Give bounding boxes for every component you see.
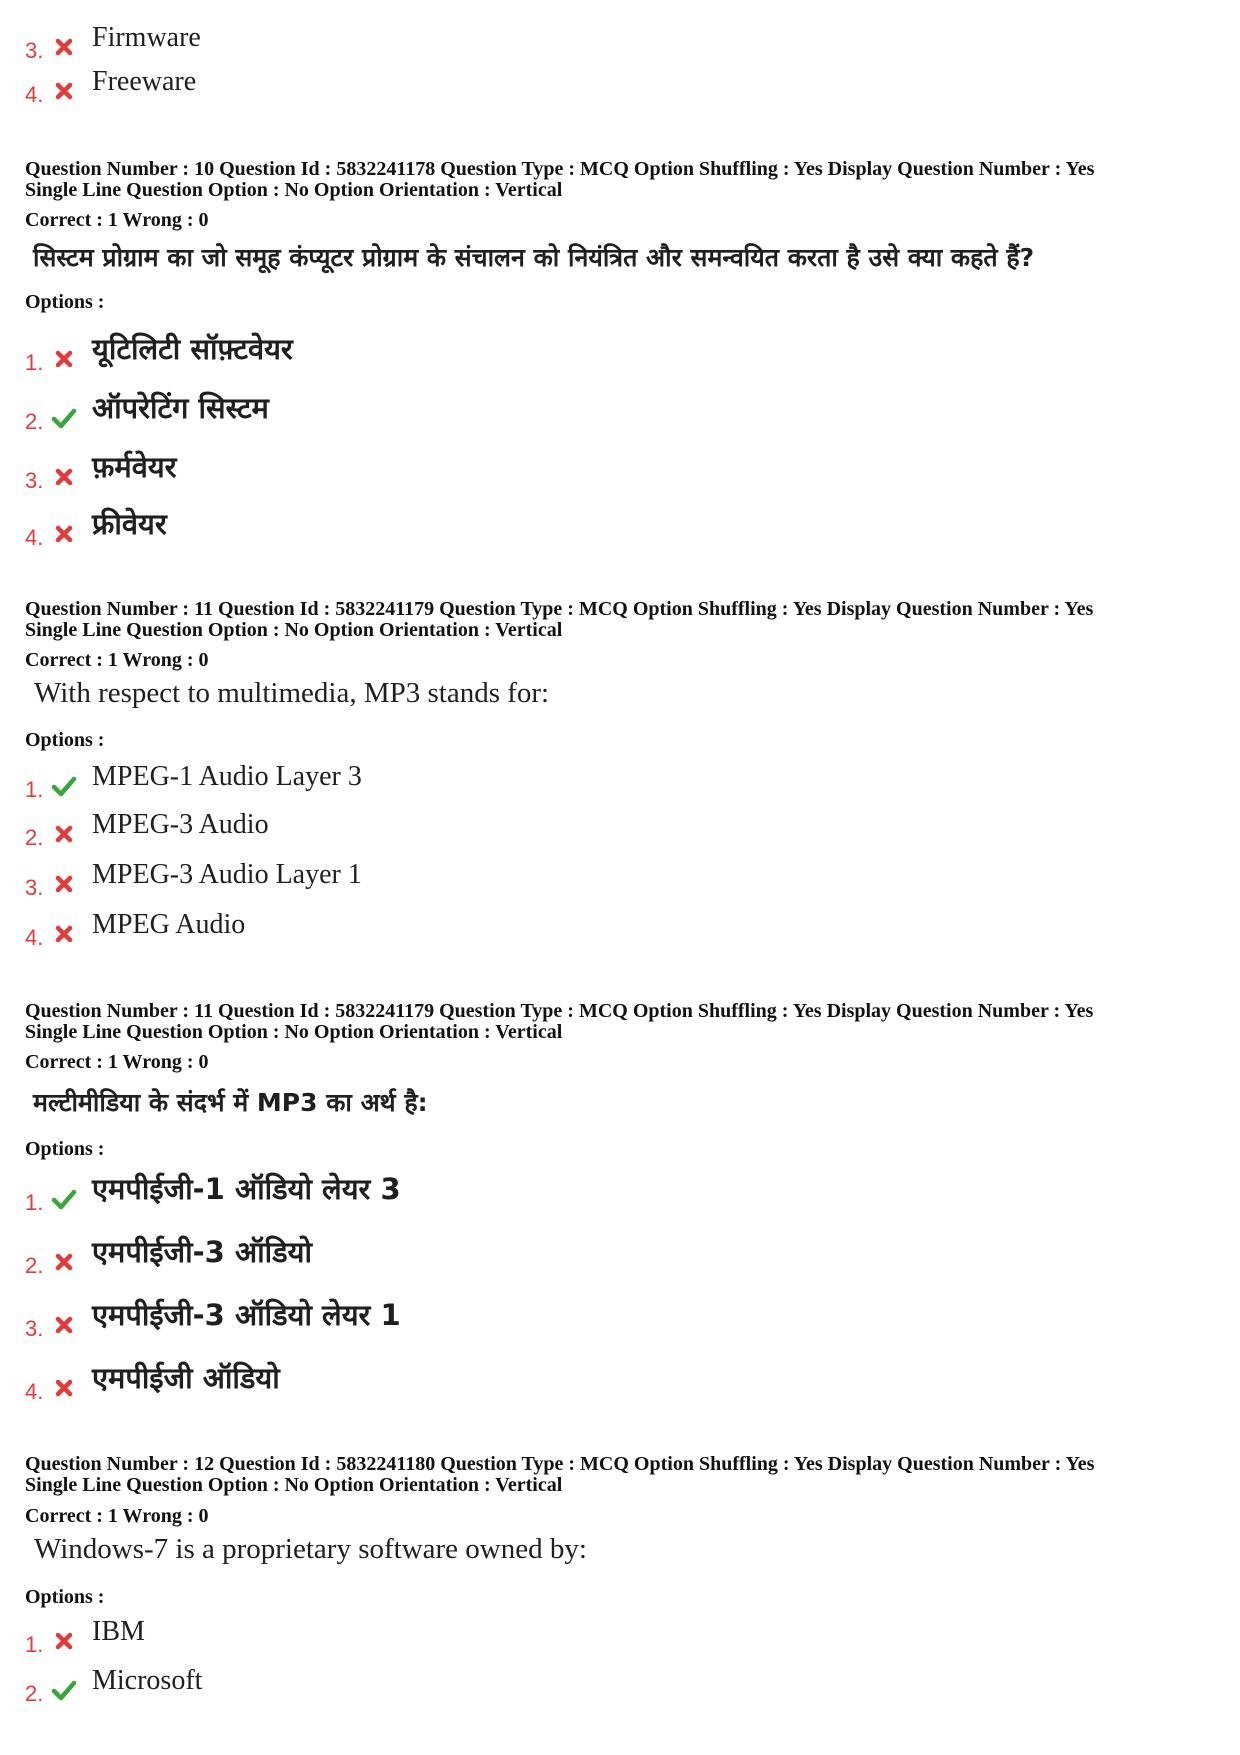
correct-icon bbox=[52, 407, 76, 429]
option-number: 2. bbox=[25, 409, 44, 434]
option-number: 1. bbox=[25, 350, 44, 375]
option-text: एमपीईजी-3 ऑडियो लेयर 1 bbox=[92, 1298, 401, 1332]
wrong-icon bbox=[52, 466, 76, 488]
option-text: एमपीईजी-1 ऑडियो लेयर 3 bbox=[92, 1172, 401, 1206]
question-meta-line1: Question Number : 10 Question Id : 5832241178 Question Type : MCQ Option Shuffling : Yes Display Question Number : Yes bbox=[25, 158, 1095, 180]
option-number: 2. bbox=[25, 825, 44, 850]
question-meta-line1: Question Number : 11 Question Id : 5832241179 Question Type : MCQ Option Shuffling : Yes Display Question Number : Yes bbox=[25, 598, 1094, 620]
option-text: Firmware bbox=[92, 22, 201, 53]
question-text: सिस्टम प्रोग्राम का जो समूह कंप्यूटर प्रोग्राम के संचालन को नियंत्रित और समन्वयित करता है उसे क्या कहते हैं? bbox=[33, 243, 1035, 272]
question-meta bbox=[25, 1454, 1094, 1496]
question-meta-line2: Single Line Question Option : No Option Orientation : Vertical bbox=[25, 1474, 563, 1496]
correct-wrong-marks: Correct : 1 Wrong : 0 bbox=[25, 1051, 209, 1073]
option-text: MPEG-1 Audio Layer 3 bbox=[92, 761, 362, 792]
option-text: IBM bbox=[92, 1616, 145, 1647]
correct-wrong-marks: Correct : 1 Wrong : 0 bbox=[25, 649, 209, 671]
option-number: 1. bbox=[25, 777, 44, 802]
correct-icon bbox=[52, 775, 76, 797]
option-number: 4. bbox=[25, 925, 44, 950]
option-number: 2. bbox=[25, 1681, 44, 1706]
option-text: फ़र्मवेयर bbox=[92, 450, 177, 484]
wrong-icon bbox=[52, 923, 76, 945]
option-number: 1. bbox=[25, 1632, 44, 1657]
question-meta-line1: Question Number : 11 Question Id : 5832241179 Question Type : MCQ Option Shuffling : Yes Display Question Number : Yes bbox=[25, 1000, 1094, 1022]
question-meta-line2: Single Line Question Option : No Option Orientation : Vertical bbox=[25, 619, 563, 641]
option-number: 4. bbox=[25, 82, 44, 107]
wrong-icon bbox=[52, 36, 76, 58]
option-text: MPEG-3 Audio Layer 1 bbox=[92, 859, 362, 890]
option-text: एमपीईजी-3 ऑडियो bbox=[92, 1235, 312, 1269]
question-meta-line1: Question Number : 12 Question Id : 5832241180 Question Type : MCQ Option Shuffling : Yes Display Question Number : Yes bbox=[25, 1453, 1095, 1475]
options-label: Options : bbox=[25, 729, 105, 751]
option-text: MPEG Audio bbox=[92, 909, 246, 940]
options-label: Options : bbox=[25, 291, 105, 313]
question-meta bbox=[25, 159, 1094, 201]
option-text: ऑपरेटिंग सिस्टम bbox=[92, 391, 269, 425]
wrong-icon bbox=[52, 1377, 76, 1399]
wrong-icon bbox=[52, 1314, 76, 1336]
option-text: Freeware bbox=[92, 66, 197, 97]
question-text: Windows-7 is a proprietary software owned by: bbox=[34, 1533, 587, 1565]
option-number: 1. bbox=[25, 1190, 44, 1215]
option-number: 2. bbox=[25, 1253, 44, 1278]
option-number: 3. bbox=[25, 38, 44, 63]
correct-wrong-marks: Correct : 1 Wrong : 0 bbox=[25, 209, 209, 231]
question-text: With respect to multimedia, MP3 stands for: bbox=[34, 677, 550, 709]
option-text: फ्रीवेयर bbox=[92, 507, 167, 541]
wrong-icon bbox=[52, 1630, 76, 1652]
correct-icon bbox=[52, 1679, 76, 1701]
option-text: MPEG-3 Audio bbox=[92, 809, 269, 840]
wrong-icon bbox=[52, 80, 76, 102]
wrong-icon bbox=[52, 523, 76, 545]
question-text: मल्टीमीडिया के संदर्भ में MP3 का अर्थ है: bbox=[33, 1088, 428, 1117]
option-text: Microsoft bbox=[92, 1665, 203, 1696]
options-label: Options : bbox=[25, 1586, 105, 1608]
question-meta-line2: Single Line Question Option : No Option Orientation : Vertical bbox=[25, 179, 563, 201]
wrong-icon bbox=[52, 823, 76, 845]
option-number: 4. bbox=[25, 525, 44, 550]
option-number: 3. bbox=[25, 875, 44, 900]
option-text: यूटिलिटी सॉफ़्टवेयर bbox=[92, 332, 293, 366]
options-label: Options : bbox=[25, 1138, 105, 1160]
question-meta-line2: Single Line Question Option : No Option Orientation : Vertical bbox=[25, 1021, 563, 1043]
wrong-icon bbox=[52, 348, 76, 370]
option-text: एमपीईजी ऑडियो bbox=[92, 1361, 280, 1395]
wrong-icon bbox=[52, 1251, 76, 1273]
question-meta bbox=[25, 1001, 1093, 1043]
correct-wrong-marks: Correct : 1 Wrong : 0 bbox=[25, 1505, 209, 1527]
option-number: 3. bbox=[25, 1316, 44, 1341]
correct-icon bbox=[52, 1188, 76, 1210]
option-number: 4. bbox=[25, 1379, 44, 1404]
option-number: 3. bbox=[25, 468, 44, 493]
question-meta bbox=[25, 599, 1093, 641]
wrong-icon bbox=[52, 873, 76, 895]
